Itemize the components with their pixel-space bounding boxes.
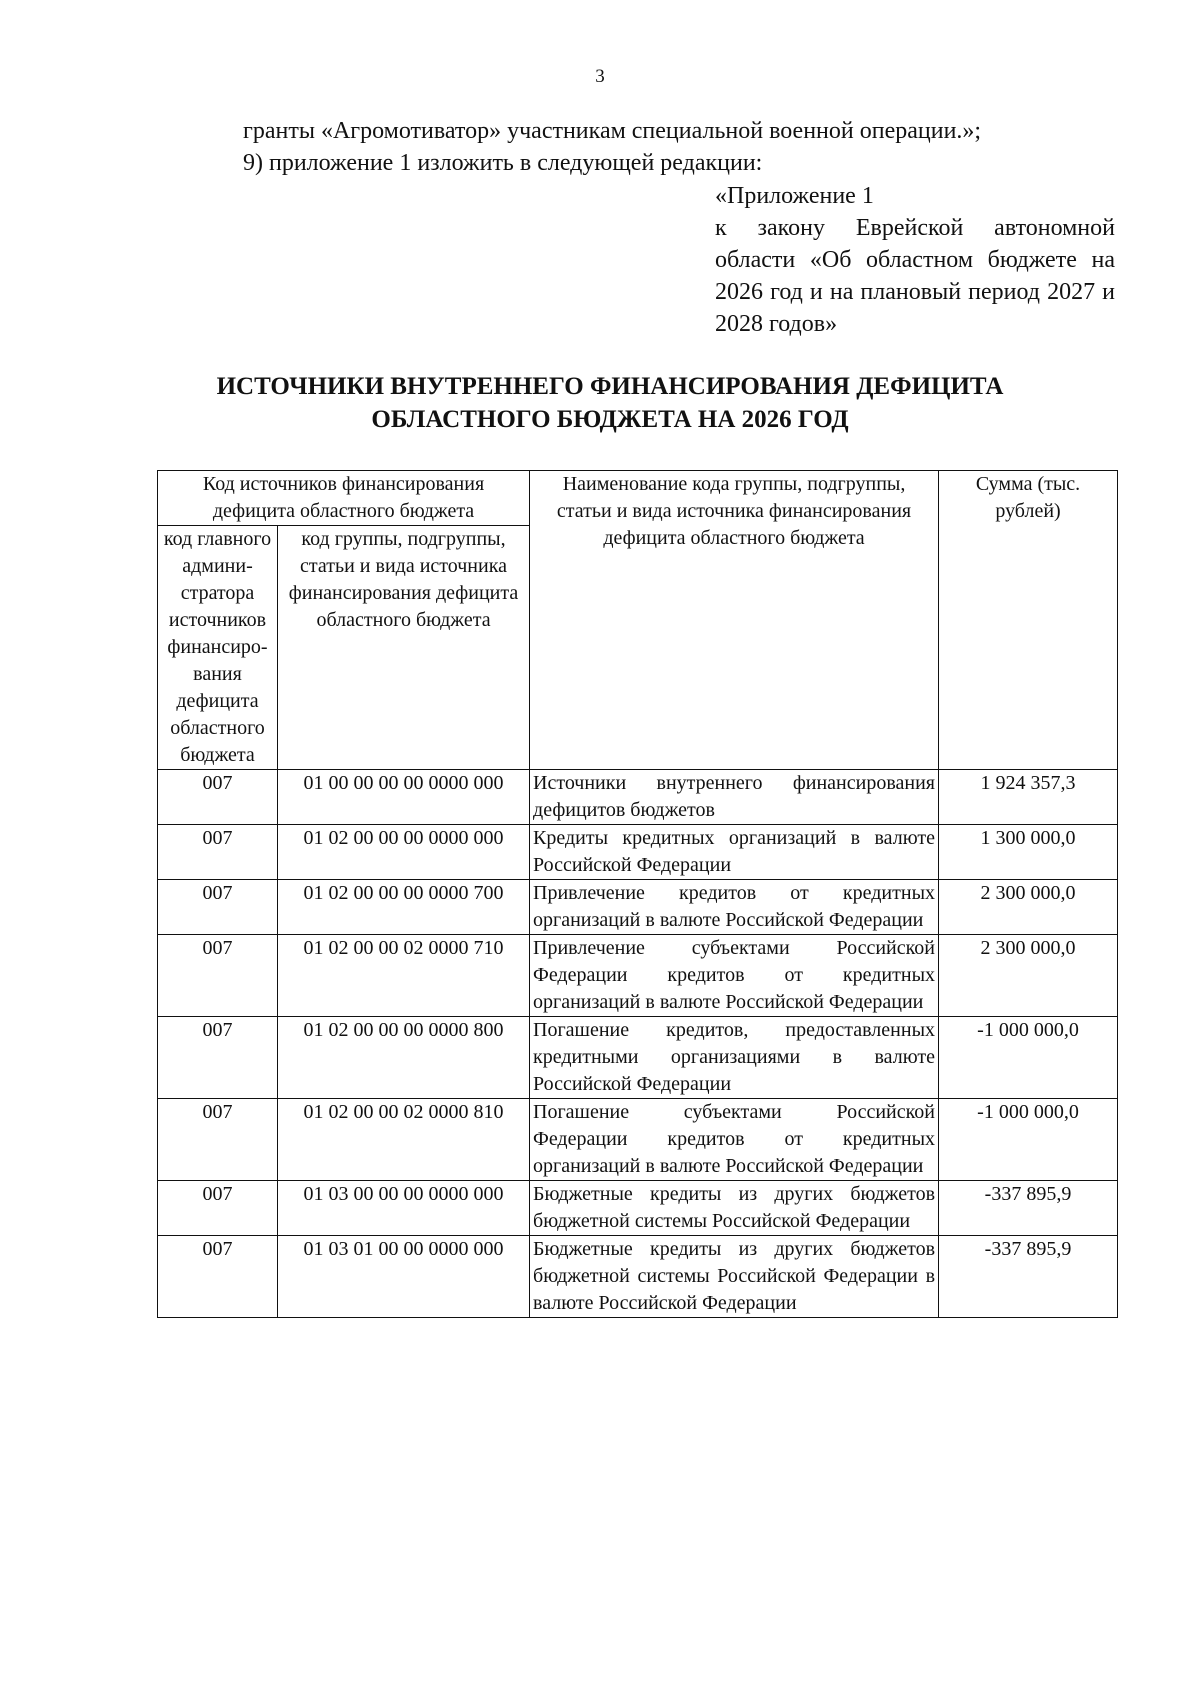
table-row (158, 935, 1118, 1017)
intro-line-amendment: 9) приложение 1 изложить в следующей редакции: (243, 150, 763, 176)
cell-sum: -337 895,9 (939, 1181, 1118, 1236)
cell-admin-code: 007 (158, 1017, 278, 1099)
cell-sum: -1 000 000,0 (939, 1017, 1118, 1099)
cell-source-name: Привлечение кредитов от кредитных организаций в валюте Российской Федерации (530, 880, 939, 935)
cell-source-name: Погашение субъектами Российской Федерации кредитов от кредитных организаций в валюте Российской Федерации (530, 1099, 939, 1181)
appendix-body: к закону Еврейской автономной области «Об областном бюджете на 2026 год и на плановый период 2027 и 2028 годов» (715, 215, 1115, 337)
header-admin-code-column: код главного админи-стратора источников финансиро-вания дефицита областного бюджета (158, 526, 278, 770)
cell-source-code: 01 02 00 00 00 0000 800 (278, 1017, 530, 1099)
table-row (158, 1236, 1118, 1318)
table-row (158, 880, 1118, 935)
header-source-code-group: Код источников финансирования дефицита областного бюджета (158, 471, 530, 526)
cell-source-code: 01 02 00 00 00 0000 000 (278, 825, 530, 880)
cell-sum: 2 300 000,0 (939, 880, 1118, 935)
cell-admin-code: 007 (158, 880, 278, 935)
intro-line-grants: гранты «Агромотиватор» участникам специальной военной операции.»; (243, 118, 982, 144)
header-sum-column: Сумма (тыс. рублей) (939, 471, 1118, 770)
cell-source-name: Кредиты кредитных организаций в валюте Российской Федерации (530, 825, 939, 880)
table-row (158, 1181, 1118, 1236)
cell-admin-code: 007 (158, 1099, 278, 1181)
table-row (158, 1099, 1118, 1181)
document-title-line-1: ИСТОЧНИКИ ВНУТРЕННЕГО ФИНАНСИРОВАНИЯ ДЕФИЦИТА (216, 373, 1004, 400)
cell-admin-code: 007 (158, 1236, 278, 1318)
page-number: 3 (595, 66, 605, 87)
header-name-column: Наименование кода группы, подгруппы, статьи и вида источника финансирования дефицита областного бюджета (530, 471, 939, 770)
cell-sum: 2 300 000,0 (939, 935, 1118, 1017)
document-title (150, 370, 1070, 436)
cell-source-code: 01 02 00 00 00 0000 700 (278, 880, 530, 935)
cell-sum: -1 000 000,0 (939, 1099, 1118, 1181)
table-row (158, 770, 1118, 825)
cell-source-name: Погашение кредитов, предоставленных кредитными организациями в валюте Российской Федерации (530, 1017, 939, 1099)
appendix-caption (715, 180, 1115, 340)
cell-sum: 1 924 357,3 (939, 770, 1118, 825)
cell-source-name: Бюджетные кредиты из других бюджетов бюджетной системы Российской Федерации в валюте Российской Федерации (530, 1236, 939, 1318)
cell-source-name: Бюджетные кредиты из других бюджетов бюджетной системы Российской Федерации (530, 1181, 939, 1236)
cell-sum: 1 300 000,0 (939, 825, 1118, 880)
cell-admin-code: 007 (158, 935, 278, 1017)
table-row (158, 1017, 1118, 1099)
appendix-heading: «Приложение 1 (715, 183, 874, 209)
cell-admin-code: 007 (158, 770, 278, 825)
cell-sum: -337 895,9 (939, 1236, 1118, 1318)
cell-source-code: 01 03 00 00 00 0000 000 (278, 1181, 530, 1236)
cell-source-code: 01 00 00 00 00 0000 000 (278, 770, 530, 825)
cell-admin-code: 007 (158, 1181, 278, 1236)
cell-source-name: Привлечение субъектами Российской Федерации кредитов от кредитных организаций в валюте Российской Федерации (530, 935, 939, 1017)
document-title-line-2: ОБЛАСТНОГО БЮДЖЕТА НА 2026 ГОД (371, 406, 849, 433)
header-group-code-column: код группы, подгруппы, статьи и вида источника финансирования дефицита областного бюджета (278, 526, 530, 770)
cell-source-code: 01 03 01 00 00 0000 000 (278, 1236, 530, 1318)
table-header-row-1 (158, 471, 1118, 526)
cell-source-code: 01 02 00 00 02 0000 810 (278, 1099, 530, 1181)
cell-source-name: Источники внутреннего финансирования дефицитов бюджетов (530, 770, 939, 825)
cell-admin-code: 007 (158, 825, 278, 880)
cell-source-code: 01 02 00 00 02 0000 710 (278, 935, 530, 1017)
table-row (158, 825, 1118, 880)
financing-sources-table (157, 470, 1118, 1318)
